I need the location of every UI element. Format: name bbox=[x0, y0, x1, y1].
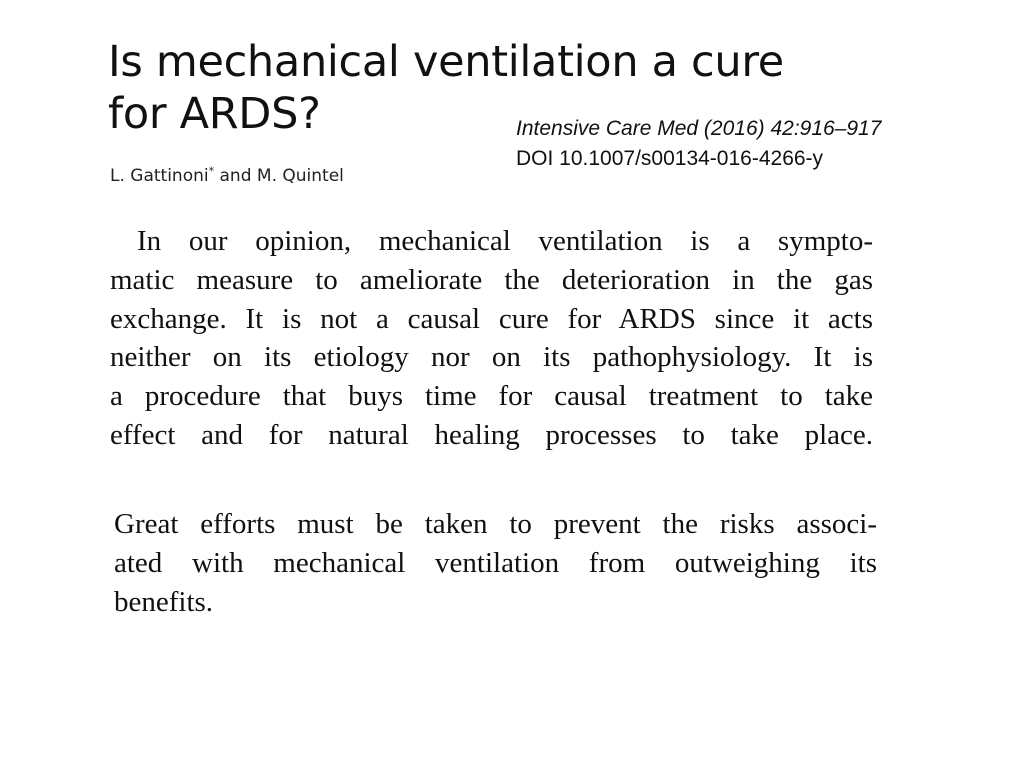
paragraph-line: benefits. bbox=[114, 585, 214, 618]
author-quintel: and M. Quintel bbox=[214, 166, 344, 186]
journal-citation: Intensive Care Med (2016) 42:916–917 bbox=[516, 117, 882, 140]
paragraph-line: a procedure that buys time for causal treatment to take bbox=[110, 380, 873, 413]
citation-block bbox=[516, 114, 881, 174]
paragraph-efforts bbox=[114, 505, 877, 621]
paragraph-line: Great efforts must be taken to prevent the risks associ- bbox=[114, 508, 877, 540]
corresponding-author-mark: * bbox=[208, 164, 215, 178]
paragraph-line: effect and for natural healing processes to take place. bbox=[110, 418, 873, 451]
doi-reference: DOI 10.1007/s00134-016-4266-y bbox=[516, 147, 824, 170]
author-gattinoni: L. Gattinoni bbox=[110, 166, 209, 186]
title-line-2: for ARDS? bbox=[108, 89, 321, 139]
paragraph-line: neither on its etiology nor on its pathophysiology. It is bbox=[110, 341, 873, 374]
paragraph-opinion bbox=[110, 222, 873, 455]
paragraph-line: In our opinion, mechanical ventilation is a sympto- bbox=[137, 225, 873, 257]
title-line-1: Is mechanical ventilation a cure bbox=[108, 37, 784, 87]
author-line bbox=[110, 164, 344, 188]
paragraph-line: exchange. It is not a causal cure for ARDS since it acts bbox=[110, 302, 873, 335]
paragraph-line: ated with mechanical ventilation from outweighing its bbox=[114, 546, 877, 579]
paragraph-line: matic measure to ameliorate the deterioration in the gas bbox=[110, 263, 873, 296]
